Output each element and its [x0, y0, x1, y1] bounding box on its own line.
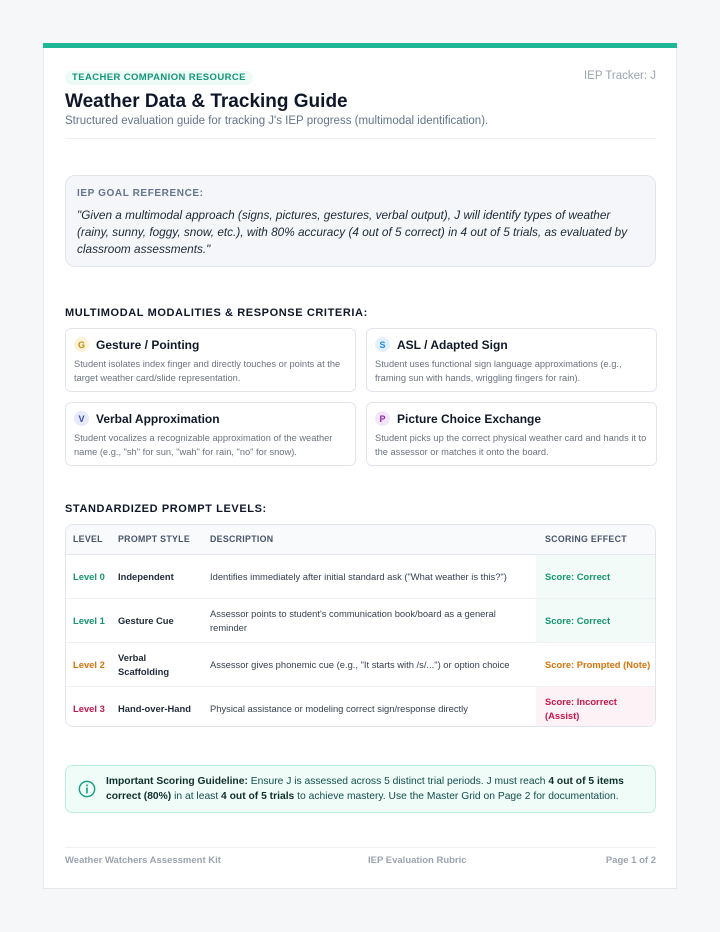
prompts-heading: STANDARDIZED PROMPT LEVELS:	[65, 503, 267, 515]
score-cell: Score: Correct	[545, 614, 611, 626]
footer-center: IEP Evaluation Rubric	[368, 855, 467, 866]
note-part: in at least	[171, 791, 222, 802]
note-part: to achieve mastery. Use the Master Grid on Page 2 for documentation.	[294, 791, 619, 802]
modality-desc: Student isolates index finger and directly touches or points at the target weather card/slide representation.	[74, 359, 341, 383]
header-divider	[65, 138, 656, 139]
page-title: Weather Data & Tracking Guide	[65, 91, 348, 112]
goal-text: "Given a multimodal approach (signs, pictures, gestures, verbal output), J will identify types of weather (rainy, sunny, foggy, snow, etc.), with 80% accuracy (4 out of 5 correct) in 4 out of 5 trials, as evaluated by classroom assessments."	[77, 208, 628, 256]
scoring-guideline-note	[65, 765, 656, 813]
page-subtitle: Structured evaluation guide for tracking J's IEP progress (multimodal identification).	[65, 115, 489, 127]
modality-card-picture	[366, 402, 657, 466]
level-cell: Level 2	[73, 658, 105, 670]
footer-left: Weather Watchers Assessment Kit	[65, 855, 221, 866]
table-row	[66, 555, 655, 599]
modality-desc: Student uses functional sign language approximations (e.g., framing sun with hands, wriggling fingers for rain).	[375, 359, 622, 383]
modality-card-gesture	[65, 328, 356, 392]
level-cell: Level 0	[73, 570, 105, 582]
modality-desc: Student picks up the correct physical weather card and hands it to the assessor or matches it onto the board.	[375, 433, 647, 457]
modality-title: Verbal Approximation	[96, 411, 220, 426]
col-scoring-effect: SCORING EFFECT	[545, 534, 627, 544]
modality-title: Gesture / Pointing	[96, 337, 200, 352]
desc-cell: Physical assistance or modeling correct sign/response directly	[210, 702, 468, 714]
modalities-heading: MULTIMODAL MODALITIES & RESPONSE CRITERIA:	[65, 307, 368, 319]
accent-bar	[43, 43, 677, 48]
footer-divider	[65, 847, 656, 848]
table-row	[66, 687, 655, 727]
note-lead: Important Scoring Guideline:	[106, 776, 248, 787]
table-row	[66, 643, 655, 687]
modality-title: Picture Choice Exchange	[397, 411, 542, 426]
footer-page-number: Page 1 of 2	[605, 855, 656, 866]
style-cell: Hand-over-Hand	[118, 702, 191, 714]
modality-desc: Student vocalizes a recognizable approximation of the weather name (e.g., "sh" for sun, "wah" for rain, "no" for snow).	[74, 433, 333, 457]
resource-badge: TEACHER COMPANION RESOURCE	[65, 71, 253, 85]
style-cell: Gesture Cue	[118, 614, 174, 626]
note-bold: 4 out of 5 items correct (80%)	[106, 776, 624, 802]
desc-cell: Assessor gives phonemic cue (e.g., "It starts with /s/...") or option choice	[210, 658, 510, 670]
score-cell: Score: Correct	[545, 570, 611, 582]
score-cell: Score: Prompted (Note)	[545, 658, 651, 670]
level-cell: Level 3	[73, 702, 105, 714]
verbal-badge-icon: V	[74, 411, 89, 426]
note-bold: 4 out of 5 trials	[221, 791, 295, 802]
table-header	[66, 525, 655, 555]
document-page	[43, 43, 677, 889]
tracker-label: IEP Tracker: J	[583, 70, 656, 82]
col-description: DESCRIPTION	[210, 534, 274, 544]
modality-card-verbal	[65, 402, 356, 466]
level-cell: Level 1	[73, 614, 105, 626]
goal-label: IEP GOAL REFERENCE:	[77, 188, 204, 199]
modality-card-sign	[366, 328, 657, 392]
col-level: LEVEL	[73, 534, 103, 544]
desc-cell: Assessor points to student's communication book/board as a general reminder	[210, 607, 496, 633]
note-text	[106, 774, 643, 804]
sign-badge-icon: S	[375, 337, 390, 352]
note-part: Ensure J is assessed across 5 distinct trial periods. J must reach	[247, 776, 549, 787]
style-cell: Verbal Scaffolding	[118, 651, 170, 677]
table-row	[66, 599, 655, 643]
prompt-levels-table	[65, 524, 656, 727]
modality-title: ASL / Adapted Sign	[397, 337, 508, 352]
iep-goal-box	[65, 175, 656, 267]
picture-badge-icon: P	[375, 411, 390, 426]
score-cell: Score: Incorrect (Assist)	[545, 695, 617, 721]
col-prompt-style: PROMPT STYLE	[118, 534, 191, 544]
desc-cell: Identifies immediately after initial standard ask ("What weather is this?")	[210, 570, 507, 582]
gesture-badge-icon: G	[74, 337, 89, 352]
info-icon	[78, 780, 96, 798]
style-cell: Independent	[118, 570, 174, 582]
